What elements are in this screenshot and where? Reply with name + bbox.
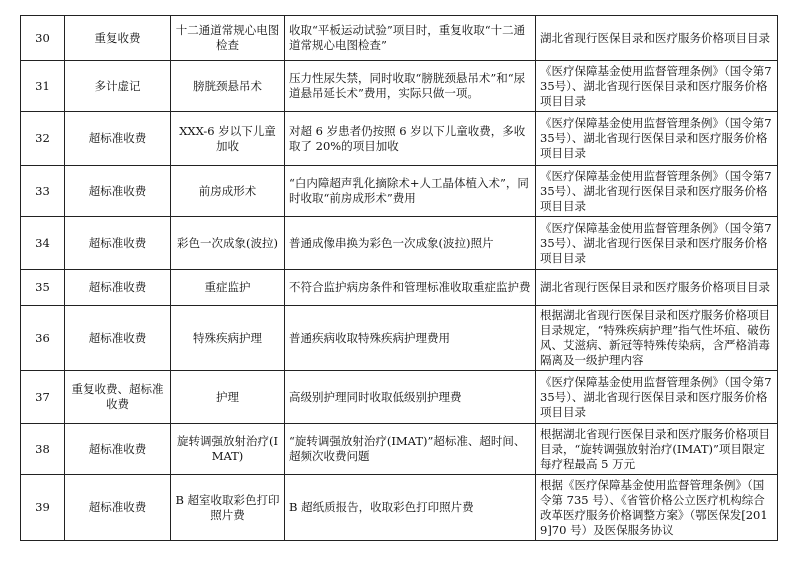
table-row [21, 217, 778, 270]
row-number: 36 [21, 306, 65, 371]
fee-item: XXX-6 岁以下儿童加收 [171, 112, 285, 166]
row-number: 37 [21, 371, 65, 424]
row-number: 39 [21, 475, 65, 541]
violation-description: 对超 6 岁患者仍按照 6 岁以下儿童收费，多收取了 20%的项目加收 [285, 112, 536, 166]
violation-type: 超标准收费 [65, 166, 171, 217]
legal-basis: 《医疗保障基金使用监督管理条例》（国令第735号）、湖北省现行医保目录和医疗服务价格项目目录 [536, 217, 778, 270]
violation-type: 超标准收费 [65, 112, 171, 166]
row-number: 34 [21, 217, 65, 270]
table-row [21, 371, 778, 424]
fee-item: 护理 [171, 371, 285, 424]
legal-basis: 根据湖北省现行医保目录和医疗服务价格项目目录规定，“特殊疾病护理”指气性坏疽、破伤风、艾滋病、新冠等特殊传染病，含严格消毒隔离及一级护理内容 [536, 306, 778, 371]
fee-item: 膀胱颈悬吊术 [171, 61, 285, 112]
violation-description: “白内障超声乳化摘除术+人工晶体植入术”，同时收取“前房成形术”费用 [285, 166, 536, 217]
violation-type: 超标准收费 [65, 306, 171, 371]
legal-basis: 湖北省现行医保目录和医疗服务价格项目目录 [536, 16, 778, 61]
violation-type: 超标准收费 [65, 217, 171, 270]
violation-type: 超标准收费 [65, 270, 171, 306]
violation-description: 收取“平板运动试验”项目时，重复收取“十二通道常规心电图检查” [285, 16, 536, 61]
violation-type: 重复收费、超标准收费 [65, 371, 171, 424]
table-row [21, 16, 778, 61]
fee-item: 前房成形术 [171, 166, 285, 217]
violation-type: 重复收费 [65, 16, 171, 61]
legal-basis: 《医疗保障基金使用监督管理条例》（国令第735号）、湖北省现行医保目录和医疗服务价格项目目录 [536, 61, 778, 112]
violation-description: “旋转调强放射治疗(IMAT)”超标准、超时间、超频次收费问题 [285, 424, 536, 475]
violation-type: 超标准收费 [65, 424, 171, 475]
violation-description: 普通成像串换为彩色一次成象(波拉)照片 [285, 217, 536, 270]
legal-basis: 根据《医疗保障基金使用监督管理条例》（国令第 735 号）、《省管价格公立医疗机构综合改革医疗服务价格调整方案》（鄂医保发[2019]70 号）及医保服务协议 [536, 475, 778, 541]
violation-description: 不符合监护病房条件和管理标准收取重症监护费 [285, 270, 536, 306]
violation-description: B 超纸质报告，收取彩色打印照片费 [285, 475, 536, 541]
legal-basis: 根据湖北省现行医保目录和医疗服务价格项目目录，“旋转调强放射治疗(IMAT)”项目限定每疗程最高 5 万元 [536, 424, 778, 475]
table-row [21, 112, 778, 166]
violation-description: 压力性尿失禁，同时收取“膀胱颈悬吊术”和“尿道悬吊延长术”费用，实际只做一项。 [285, 61, 536, 112]
fee-item: 重症监护 [171, 270, 285, 306]
fee-item: 十二通道常规心电图检查 [171, 16, 285, 61]
table-row [21, 424, 778, 475]
row-number: 32 [21, 112, 65, 166]
legal-basis: 《医疗保障基金使用监督管理条例》（国令第735号）、湖北省现行医保目录和医疗服务价格项目目录 [536, 371, 778, 424]
fee-violation-table [20, 15, 778, 541]
legal-basis: 湖北省现行医保目录和医疗服务价格项目目录 [536, 270, 778, 306]
row-number: 38 [21, 424, 65, 475]
fee-item: B 超室收取彩色打印照片费 [171, 475, 285, 541]
table-row [21, 61, 778, 112]
table-row [21, 270, 778, 306]
row-number: 33 [21, 166, 65, 217]
fee-item: 特殊疾病护理 [171, 306, 285, 371]
violation-description: 普通疾病收取特殊疾病护理费用 [285, 306, 536, 371]
legal-basis: 《医疗保障基金使用监督管理条例》（国令第735号）、湖北省现行医保目录和医疗服务价格项目目录 [536, 166, 778, 217]
table-row [21, 475, 778, 541]
legal-basis: 《医疗保障基金使用监督管理条例》（国令第735号）、湖北省现行医保目录和医疗服务价格项目目录 [536, 112, 778, 166]
fee-item: 旋转调强放射治疗(IMAT) [171, 424, 285, 475]
row-number: 35 [21, 270, 65, 306]
table-row [21, 306, 778, 371]
fee-item: 彩色一次成象(波拉) [171, 217, 285, 270]
violation-type: 超标准收费 [65, 475, 171, 541]
row-number: 30 [21, 16, 65, 61]
table-row [21, 166, 778, 217]
violation-description: 高级别护理同时收取低级别护理费 [285, 371, 536, 424]
violation-type: 多计虚记 [65, 61, 171, 112]
row-number: 31 [21, 61, 65, 112]
